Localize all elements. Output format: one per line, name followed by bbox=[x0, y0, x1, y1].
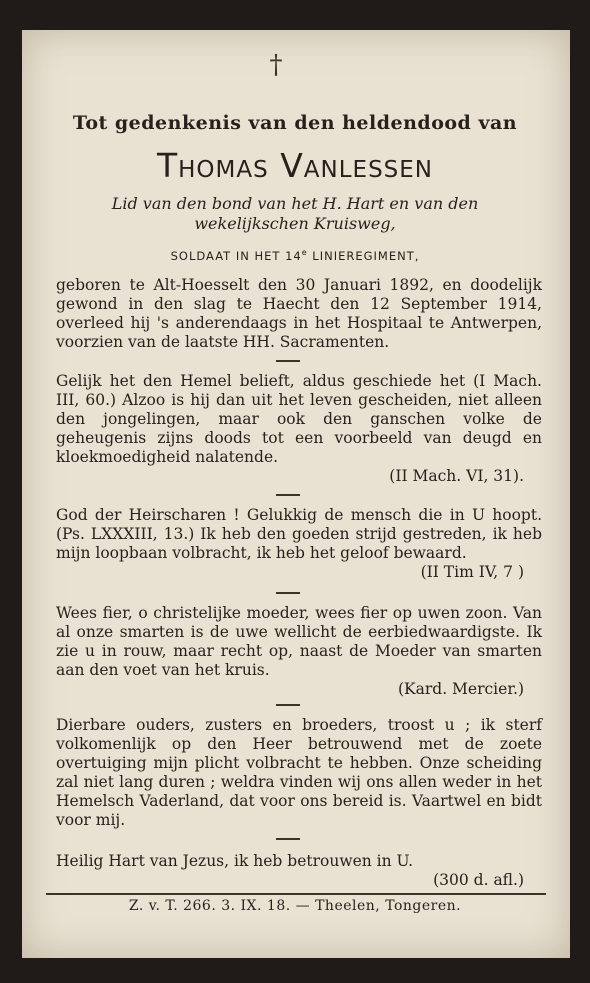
membership-line-1: Lid van den bond van het H. Hart en van den bbox=[111, 194, 479, 213]
membership-line-2: wekelijkschen Kruisweg, bbox=[194, 214, 396, 233]
scripture-2-citation: (II Tim IV, 7 ) bbox=[420, 563, 524, 581]
mercier-quote-text: Wees fier, o christelijke moeder, wees fier op uwen zoon. Van al onze smarten is de uwe wellicht de eerbiedwaardigste. Ik zie u in rouw, maar recht op, naast de Moeder van smarten aan den voet van het kruis. bbox=[56, 604, 542, 679]
separator-dash bbox=[276, 360, 300, 362]
separator-dash bbox=[276, 838, 300, 840]
farewell-paragraph: Dierbare ouders, zusters en broeders, troost u ; ik sterf volkomenlijk op den Heer betrouwend met de zoete overtuiging mijn plicht volbracht te hebben. Onze scheiding zal niet lang duren ; weldra vinden wij ons allen weder in het Hemelsch Vaderland, dat voor ons bereid is. Vaartwel en bidt voor mij. bbox=[56, 716, 542, 829]
rank-ordinal: e bbox=[301, 248, 308, 257]
prayer-indulgence: (300 d. afl.) bbox=[433, 871, 524, 889]
prayer-paragraph bbox=[56, 852, 542, 890]
mercier-quote-citation: (Kard. Mercier.) bbox=[398, 680, 524, 698]
separator-dash bbox=[276, 494, 300, 496]
footer-rule bbox=[46, 893, 546, 895]
scripture-1-citation: (II Mach. VI, 31). bbox=[389, 467, 524, 485]
rank-text-after: LINIEREGIMENT, bbox=[307, 248, 420, 263]
rank-text-before: SOLDAAT IN HET 14 bbox=[170, 248, 302, 263]
cross-icon: † bbox=[269, 50, 283, 80]
scripture-2-text: God der Heirscharen ! Gelukkig de mensch die in U hoopt. (Ps. LXXXIII, 13.) Ik heb den goeden strijd gestreden, ik heb mijn loopbaan volbracht, ik heb het geloof bewaard. bbox=[56, 506, 542, 562]
membership-text bbox=[0, 194, 590, 234]
scripture-1-text: Gelijk het den Hemel belieft, aldus geschiede het (I Mach. III, 60.) Alzoo is hij dan uit het leven gescheiden, niet alleen den jongelingen, maar ook den ganschen volke de geheugenis zijns doods tot een voorbeeld van deugd en kloekmoedigheid nalatende. bbox=[56, 372, 542, 466]
card-heading: Tot gedenkenis van den heldendood van bbox=[72, 112, 518, 134]
scripture-paragraph-2 bbox=[56, 506, 542, 582]
separator-dash bbox=[276, 704, 300, 706]
printer-imprint: Z. v. T. 266. 3. IX. 18. — Theelen, Tongeren. bbox=[128, 898, 462, 914]
deceased-name: Thomas Vanlessen bbox=[156, 146, 434, 185]
military-rank bbox=[0, 248, 590, 263]
separator-dash bbox=[276, 592, 300, 594]
prayer-text: Heilig Hart van Jezus, ik heb betrouwen in U. bbox=[56, 852, 414, 870]
biography-paragraph: geboren te Alt-Hoesselt den 30 Januari 1892, en doodelijk gewond in den slag te Haecht den 12 September 1914, overleed hij 's anderendaags in het Hospitaal te Antwerpen, voorzien van de laatste HH. Sacramenten. bbox=[56, 276, 542, 351]
scripture-paragraph-1 bbox=[56, 372, 542, 486]
mercier-quote-paragraph bbox=[56, 604, 542, 699]
